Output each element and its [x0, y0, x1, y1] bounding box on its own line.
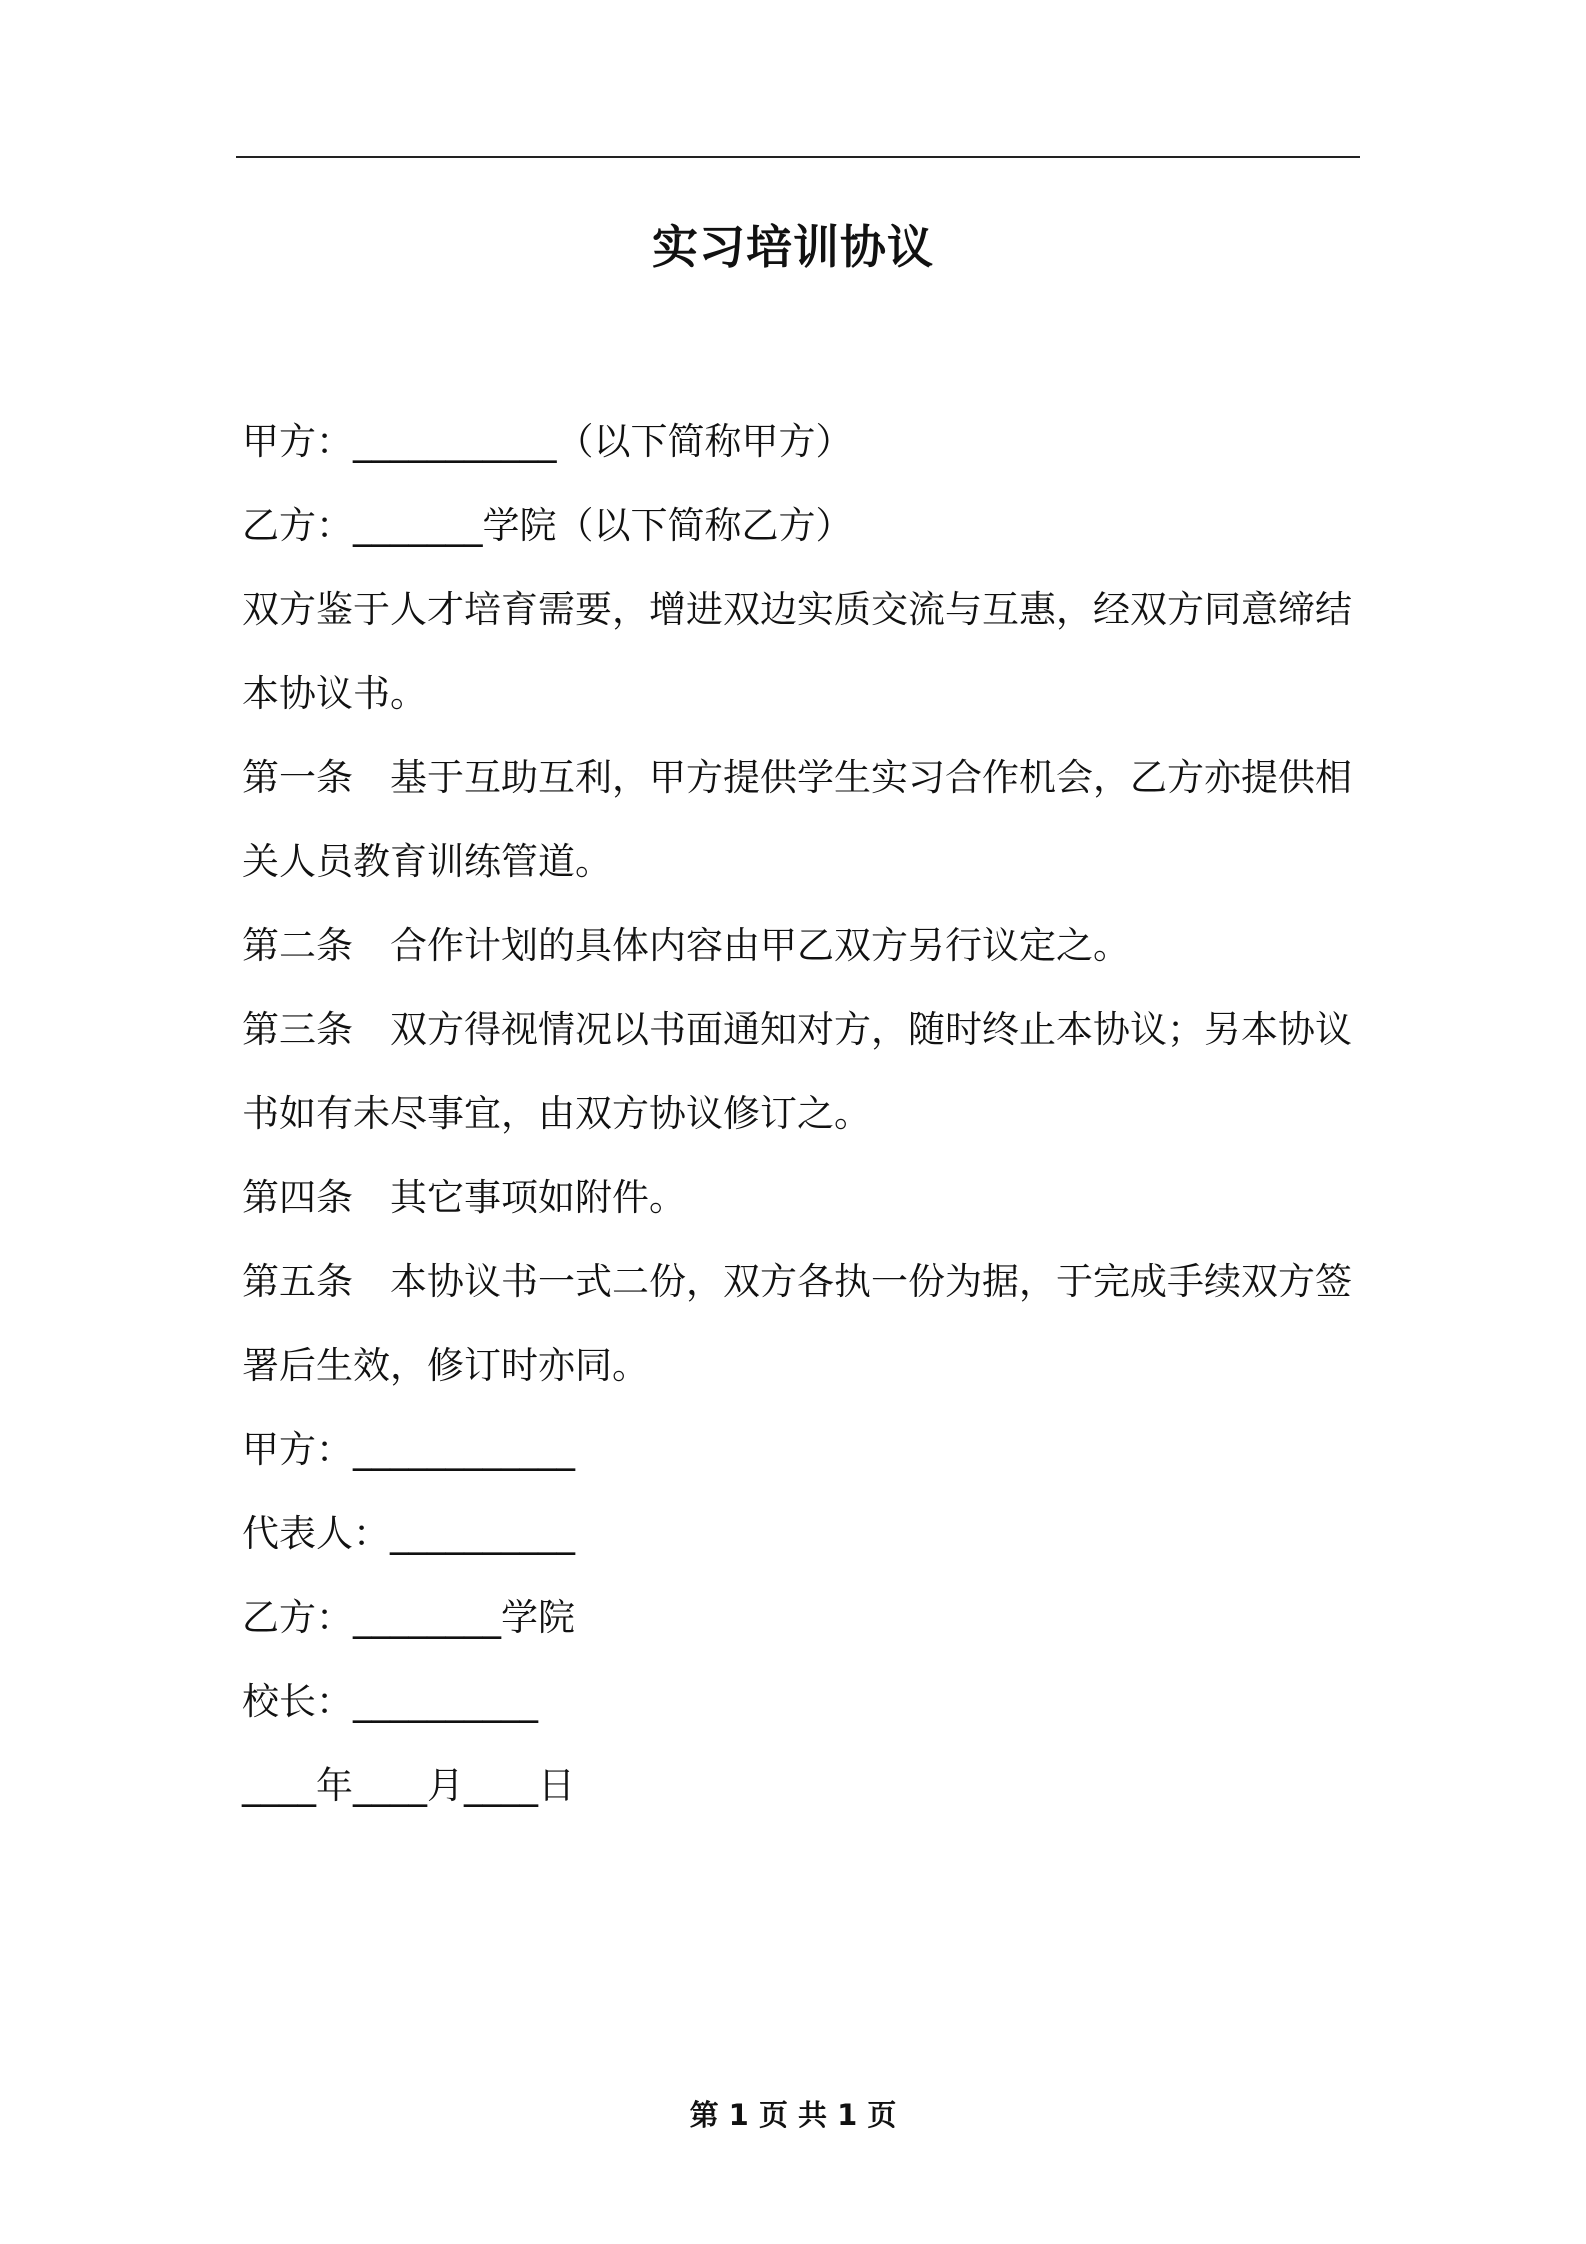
- signature-party-a: 甲方：____________: [242, 1428, 575, 1471]
- signature-representative: 代表人：__________: [242, 1512, 575, 1555]
- page-number-footer: 第 1 页 共 1 页: [689, 2098, 897, 2132]
- document-title: 实习培训协议: [652, 220, 934, 274]
- article-4: 第四条 其它事项如附件。: [242, 1176, 686, 1219]
- preamble-paragraph: 双方鉴于人才培育需要，增进双边实质交流与互惠，经双方同意缔结本协议书。: [242, 588, 1352, 715]
- signature-party-b: 乙方：________学院: [242, 1596, 575, 1639]
- document-body: [242, 400, 1357, 1828]
- header-rule: [236, 156, 1360, 158]
- article-2: 第二条 合作计划的具体内容由甲乙双方另行议定之。: [242, 924, 1130, 967]
- signature-principal: 校长：__________: [242, 1680, 538, 1723]
- article-5: 第五条 本协议书一式二份，双方各执一份为据，于完成手续双方签署后生效，修订时亦同。: [242, 1260, 1352, 1387]
- signature-date: ____年____月____日: [242, 1764, 575, 1807]
- party-b-line: 乙方：_______学院（以下简称乙方）: [242, 504, 853, 547]
- article-1: 第一条 基于互助互利，甲方提供学生实习合作机会，乙方亦提供相关人员教育训练管道。: [242, 756, 1352, 883]
- article-3: 第三条 双方得视情况以书面通知对方，随时终止本协议；另本协议书如有未尽事宜，由双方协议修订之。: [242, 1008, 1352, 1135]
- party-a-line: 甲方：___________（以下简称甲方）: [242, 420, 853, 463]
